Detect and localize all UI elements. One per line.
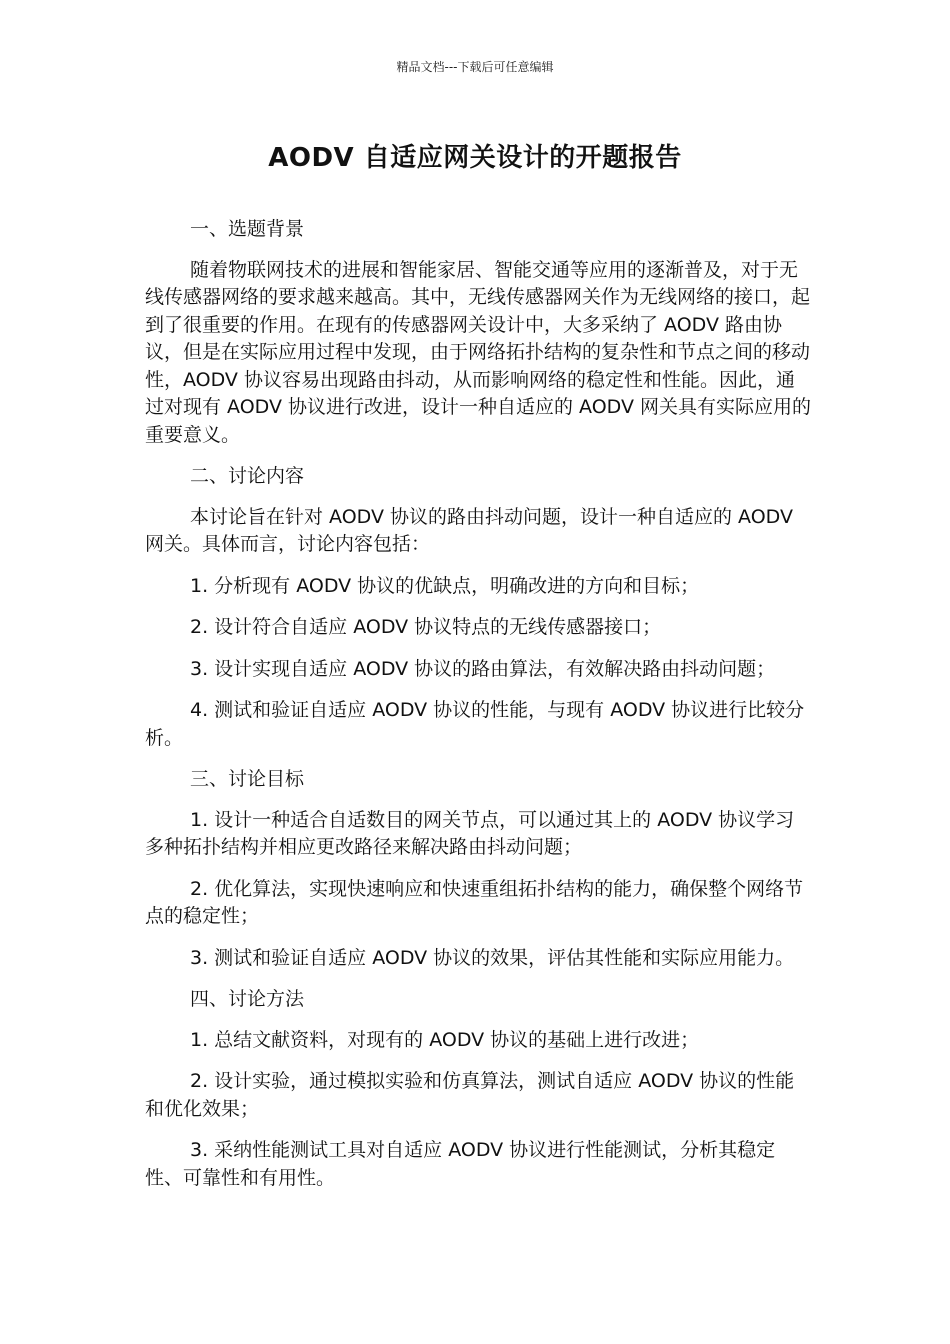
section-heading-goals: 三、讨论目标 xyxy=(190,768,305,790)
paragraph-background: 随着物联网技术的进展和智能家居、智能交通等应用的逐渐普及，对于无线传感器网络的要求越来越高。其中，无线传感器网关作为无线网络的接口，起到了很重要的作用。在现有的传感器网关设计中，大多采纳了 AODV 路由协议，但是在实际应用过程中发现，由于网络拓扑结构的复杂性和节点之间的移动性，AODV 协议容易出现路由抖动，从而影响网络的稳定性和性能。因此，通过对现有 AODV 协议进行改进，设计一种自适应的 AODV 网关具有实际应用的重要意义。 xyxy=(145,258,811,446)
list-item-methods-1: 1. 总结文献资料，对现有的 AODV 协议的基础上进行改进； xyxy=(190,1028,700,1051)
document-body xyxy=(145,216,813,1206)
section-heading-methods: 四、讨论方法 xyxy=(190,988,305,1010)
list-item-content-2: 2. 设计符合自适应 AODV 协议特点的无线传感器接口； xyxy=(190,616,662,638)
list-item-methods-2: 2. 设计实验，通过模拟实验和仿真算法，测试自适应 AODV 协议的性能和优化效果； xyxy=(145,1070,795,1120)
list-item-goals-3: 3. 测试和验证自适应 AODV 协议的效果，评估其性能和实际应用能力。 xyxy=(190,946,795,969)
page-header-note: 精品文档---下载后可任意编辑 xyxy=(396,60,554,74)
list-item-goals-1: 1. 设计一种适合自适数目的网关节点，可以通过其上的 AODV 协议学习多种拓扑结构并相应更改路径来解决路由抖动问题； xyxy=(145,808,795,858)
list-item-goals-2: 2. 优化算法，实现快速响应和快速重组拓扑结构的能力，确保整个网络节点的稳定性； xyxy=(145,877,804,927)
document-title: AODV 自适应网关设计的开题报告 xyxy=(268,143,682,173)
list-item-methods-3: 3. 采纳性能测试工具对自适应 AODV 协议进行性能测试，分析其稳定性、可靠性和有用性。 xyxy=(145,1139,776,1189)
list-item-content-1: 1. 分析现有 AODV 协议的优缺点，明确改进的方向和目标； xyxy=(190,574,700,597)
section-heading-content: 二、讨论内容 xyxy=(190,465,305,487)
section-heading-background: 一、选题背景 xyxy=(190,218,305,240)
list-item-content-4: 4. 测试和验证自适应 AODV 协议的性能，与现有 AODV 协议进行比较分析。 xyxy=(145,699,805,749)
paragraph-content-intro: 本讨论旨在针对 AODV 协议的路由抖动问题，设计一种自适应的 AODV 网关。具体而言，讨论内容包括： xyxy=(145,505,793,555)
list-item-content-3: 3. 设计实现自适应 AODV 协议的路由算法，有效解决路由抖动问题； xyxy=(190,657,776,680)
